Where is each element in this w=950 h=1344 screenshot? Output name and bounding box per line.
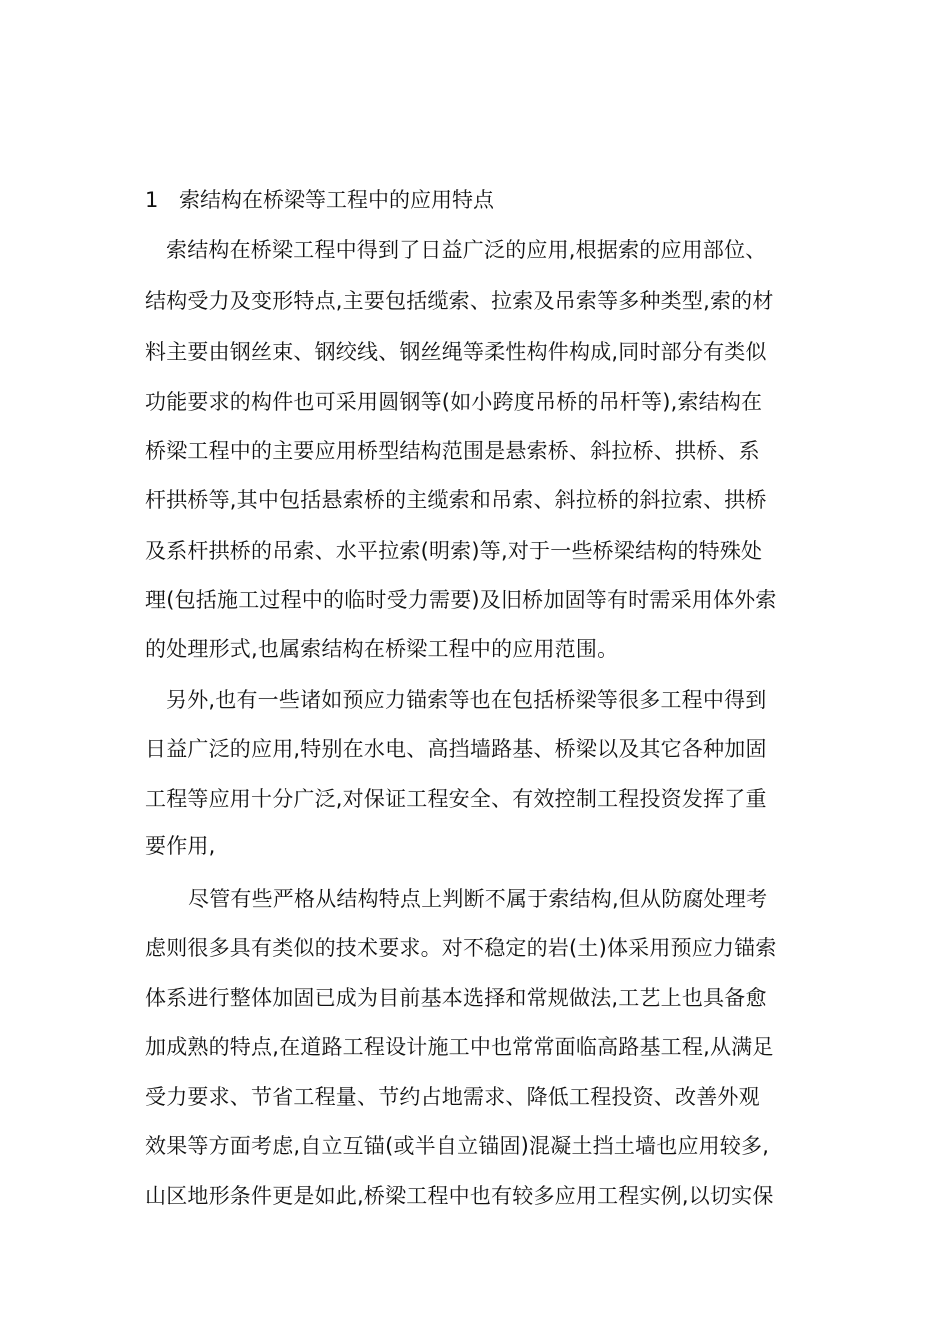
- paragraph-1-line: 理(包括施工过程中的临时受力需要)及旧桥加固等有时需采用体外索: [145, 588, 777, 612]
- paragraph-3-line: 受力要求、节省工程量、节约占地需求、降低工程投资、改善外观: [145, 1085, 760, 1109]
- section-heading: [145, 184, 494, 216]
- section-title: 索结构在桥梁等工程中的应用特点: [179, 188, 494, 212]
- paragraph-1-line: 功能要求的构件也可采用圆钢等(如小跨度吊桥的吊杆等),索结构在: [145, 390, 763, 414]
- paragraph-3-line: 加成熟的特点,在道路工程设计施工中也常常面临高路基工程,从满足: [145, 1035, 774, 1059]
- paragraph-1-line: 杆拱桥等,其中包括悬索桥的主缆索和吊索、斜拉桥的斜拉索、拱桥: [145, 488, 767, 512]
- paragraph-1-line: 桥梁工程中的主要应用桥型结构范围是悬索桥、斜拉桥、拱桥、系: [145, 439, 760, 463]
- paragraph-3-line: 山区地形条件更是如此,桥梁工程中也有较多应用工程实例,以切实保: [145, 1184, 774, 1208]
- paragraph-1-line: 及系杆拱桥的吊索、水平拉索(明索)等,对于一些桥梁结构的特殊处: [145, 539, 763, 563]
- section-number: 1: [145, 188, 159, 212]
- paragraph-1-line: 结构受力及变形特点,主要包括缆索、拉索及吊索等多种类型,索的材: [145, 289, 774, 313]
- paragraph-1-line: 的处理形式,也属索结构在桥梁工程中的应用范围。: [145, 637, 619, 661]
- paragraph-1-line: 料主要由钢丝束、钢绞线、钢丝绳等柔性构件构成,同时部分有类似: [145, 340, 767, 364]
- paragraph-1-line: 索结构在桥梁工程中得到了日益广泛的应用,根据索的应用部位、: [166, 238, 767, 262]
- paragraph-3-line: 体系进行整体加固已成为目前基本选择和常规做法,工艺上也具备愈: [145, 986, 767, 1010]
- paragraph-2-line: 要作用,: [145, 834, 216, 858]
- paragraph-2-line: 工程等应用十分广泛,对保证工程安全、有效控制工程投资发挥了重: [145, 787, 767, 811]
- paragraph-3-line: 效果等方面考虑,自立互锚(或半自立锚固)混凝土挡土墙也应用较多,: [145, 1134, 770, 1158]
- paragraph-2-line: 日益广泛的应用,特别在水电、高挡墙路基、桥梁以及其它各种加固: [145, 737, 767, 761]
- paragraph-3-line: 尽管有些严格从结构特点上判断不属于索结构,但从防腐处理考: [188, 887, 768, 911]
- paragraph-3-line: 虑则很多具有类似的技术要求。对不稳定的岩(土)体采用预应力锚索: [145, 936, 777, 960]
- paragraph-2-line: 另外,也有一些诸如预应力锚索等也在包括桥梁等很多工程中得到: [166, 688, 767, 712]
